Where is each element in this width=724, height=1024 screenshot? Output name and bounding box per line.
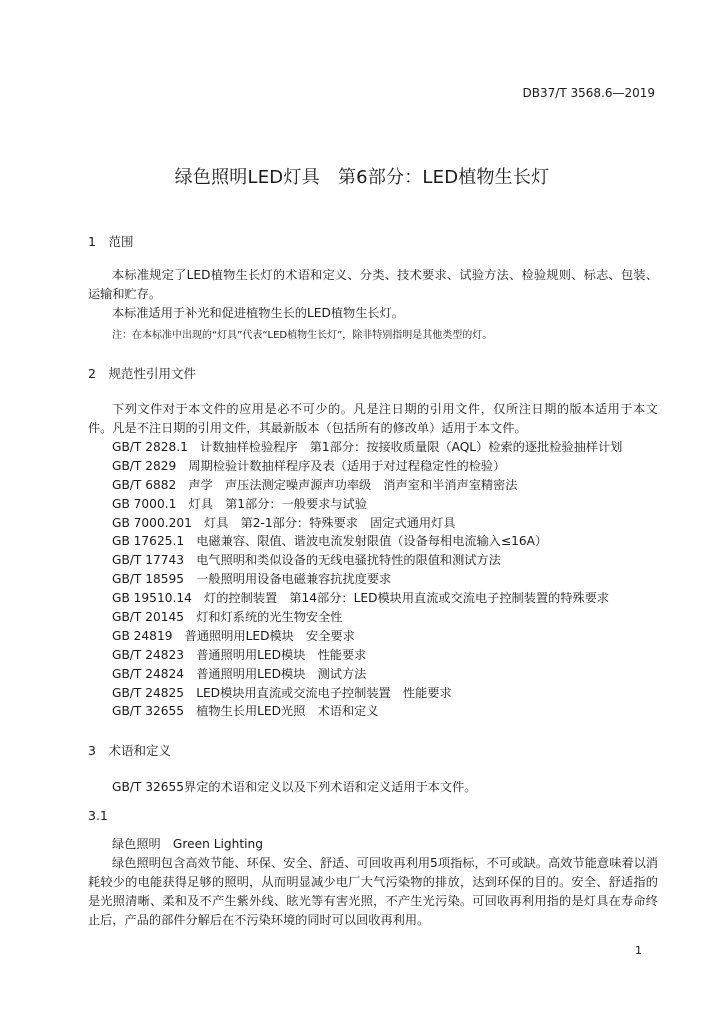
- document-title: 绿色照明LED灯具 第6部分：LED植物生长灯: [174, 167, 550, 188]
- reference-item: GB/T 6882 声学 声压法测定噪声源声功率级 消声室和半消声室精密法: [112, 477, 518, 492]
- normative-references-list: [112, 438, 622, 721]
- reference-item: GB 24819 普通照明用LED模块 安全要求: [112, 628, 355, 643]
- page-number: 1: [635, 944, 642, 957]
- section-3-heading: 3 术语和定义: [88, 743, 171, 758]
- reference-item: GB/T 24823 普通照明用LED模块 性能要求: [112, 647, 367, 662]
- reference-item: GB/T 17743 电气照明和类似设备的无线电骚扰特性的限值和测试方法: [112, 553, 501, 568]
- reference-item: GB/T 18595 一般照明用设备电磁兼容抗扰度要求: [112, 572, 392, 587]
- reference-item: GB 19510.14 灯的控制装置 第14部分：LED模块用直流或交流电子控制装置的特殊要求: [112, 591, 610, 606]
- clause-number: 3.1: [88, 808, 108, 823]
- section-3-intro: GB/T 32655界定的术语和定义以及下列术语和定义适用于本文件。: [112, 780, 477, 794]
- reference-item: GB/T 2828.1 计数抽样检验程序 第1部分：按接收质量限（AQL）检索的逐批检验抽样计划: [112, 440, 623, 454]
- reference-item: GB 7000.1 灯具 第1部分：一般要求与试验: [112, 496, 367, 511]
- reference-item: GB 17625.1 电磁兼容、限值、谐波电流发射限值（设备每相电流输入≤16A）: [112, 534, 548, 549]
- reference-item: GB/T 24825 LED模块用直流或交流电子控制装置 性能要求: [112, 685, 452, 700]
- section-1-paragraph-2: 本标准适用于补光和促进植物生长的LED植物生长灯。: [112, 306, 404, 320]
- section-2-intro: 下列文件对于本文件的应用是必不可少的。凡是注日期的引用文件，仅所注日期的版本适用于本文件。凡是不注日期的引用文件，其最新版本（包括所有的修改单）适用于本文件。: [88, 402, 658, 435]
- reference-item: GB/T 32655 植物生长用LED光照 术语和定义: [112, 704, 379, 719]
- section-1-paragraph-1: 本标准规定了LED植物生长灯的术语和定义、分类、技术要求、试验方法、检验规则、标志、包装、运输和贮存。: [88, 268, 658, 301]
- term-heading: 绿色照明 Green Lighting: [112, 837, 263, 851]
- reference-item: GB 7000.201 灯具 第2-1部分：特殊要求 固定式通用灯具: [112, 515, 456, 530]
- term-definition: 绿色照明包含高效节能、环保、安全、舒适、可回收再利用5项指标，不可或缺。高效节能意味着以消耗较少的电能获得足够的照明，从而明显减少电厂大气污染物的排放，达到环保的目的。安全、舒适指的是光照清晰、柔和及不产生紫外线、眩光等有害光照，不产生光污染。可回收再利用指的是灯具在寿命终止后，产品的部件分解后在不污染环境的同时可以回收再利用。: [88, 856, 658, 927]
- reference-item: GB/T 20145 灯和灯系统的光生物安全性: [112, 610, 343, 625]
- section-1-note: 注：在本标准中出现的“灯具”代表“LED植物生长灯”，除非特别指明是其他类型的灯。: [112, 330, 493, 341]
- document-code: DB37/T 3568.6—2019: [522, 86, 655, 100]
- section-1-heading: 1 范围: [88, 234, 134, 249]
- section-2-heading: 2 规范性引用文件: [88, 366, 196, 381]
- reference-item: GB/T 24824 普通照明用LED模块 测试方法: [112, 666, 367, 681]
- reference-item: GB/T 2829 周期检验计数抽样程序及表（适用于对过程稳定性的检验）: [112, 458, 506, 473]
